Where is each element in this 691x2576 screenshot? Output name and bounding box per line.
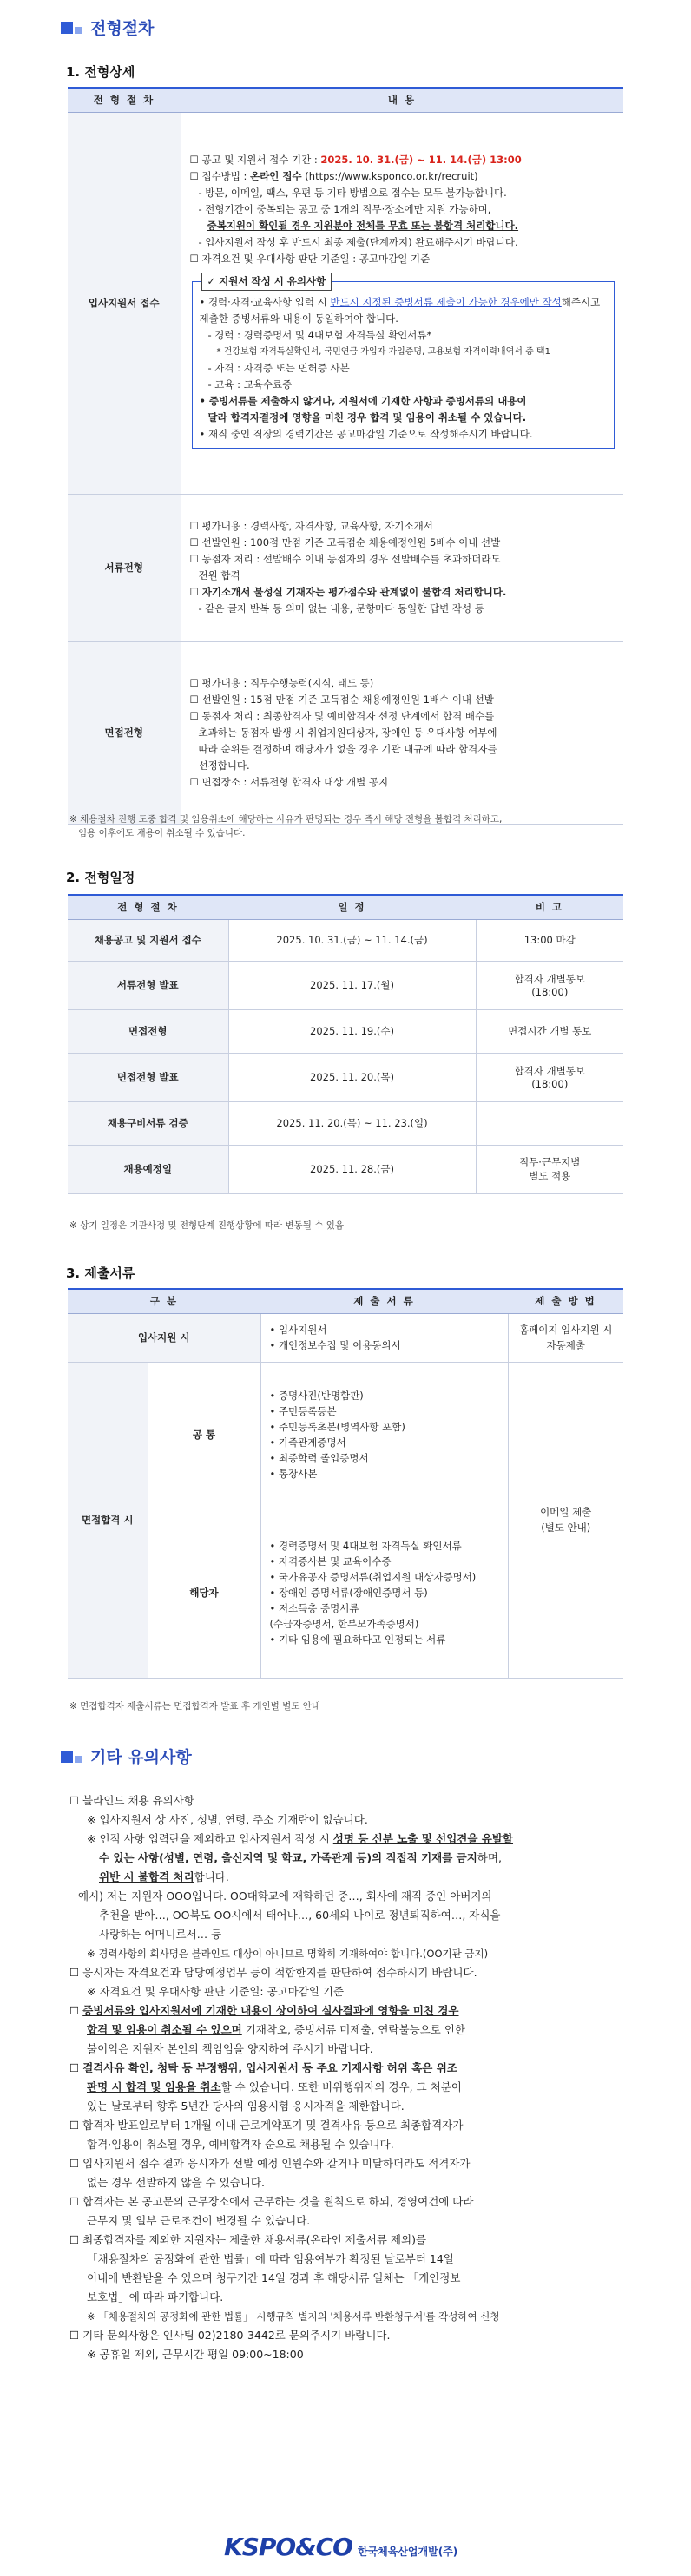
heading-square-icon: [61, 22, 73, 34]
logo-corp-name: 한국체육산업개발(주): [357, 2546, 458, 2558]
footnote-cancel: ※ 채용절차 진행 도중 합격 및 임용취소에 해당하는 사유가 판명되는 경우 즉시 해당 전형을 불합격 처리하고, 임용 이후에도 채용이 취소될 수 있습니다.: [69, 814, 503, 838]
heading-square-icon: [61, 1751, 73, 1763]
table-header: 전 형 절 차: [68, 88, 181, 112]
procedure-details-table: [68, 87, 623, 825]
table-row: 면접전형 발표 2025. 11. 20.(목) 합격자 개별통보 (18:00): [68, 1053, 623, 1101]
table-header: 구 분: [68, 1289, 260, 1313]
table-row: 서류전형 발표 2025. 11. 17.(월) 합격자 개별통보 (18:00): [68, 961, 623, 1009]
section-title: 기타 유의사항: [90, 1748, 192, 1767]
row-label-interview: 면접전형: [68, 641, 181, 824]
row-label-application: 입사지원서 접수: [68, 112, 181, 494]
heading-square-small-icon: [75, 27, 82, 34]
schedule-table: [68, 894, 623, 1194]
table-header: 일 정: [228, 895, 476, 919]
table-header: 제 출 서 류: [260, 1289, 508, 1313]
table-row: 입사지원 시 • 입사지원서 • 개인정보수집 및 이용동의서 홈페이지 입사지원 시 자동제출: [68, 1313, 623, 1362]
table-row: 해당자 • 경력증명서 및 4대보험 자격득실 확인서류 • 자격증사본 및 교육이수증 • 국가유공자 증명서류(취업지원 대상자증명서) • 장애인 증명서류(장애인증명서 등) • 저소득층 증명서류 (수급자증명서, 한부모가족증명서) • 기타 임용에 필요하다고 인정되는 서류: [68, 1508, 623, 1678]
logo-wordmark: KSPO&CO: [224, 2533, 352, 2561]
table-row: 채용공고 및 지원서 접수 2025. 10. 31.(금) ~ 11. 14.(금) 13:00 마감: [68, 919, 623, 961]
document-screening-content: ☐ 평가내용 : 경력사항, 자격사항, 교육사항, 자기소개서 ☐ 선발인원 : 100점 만점 기준 고득점순 채용예정인원 5배수 이내 선발 ☐ 동점자 처리 : 선발배수 이내 동점자의 경우 선발배수를 초과하더라도 전원 합격 ☐ 자기소개서 불성실 기재자는 평가점수와 관계없이 불합격 처리합니다. - 같은 글자 반복 등 의미 없는 내용, 문항마다 동일한 답변 작성 등: [181, 494, 623, 641]
footnote-schedule: ※ 상기 일정은 기관사정 및 전형단계 진행상황에 따라 변동될 수 있음: [69, 1220, 345, 1231]
subsection-title-details: 1. 전형상세: [66, 64, 135, 80]
table-header: 비 고: [476, 895, 623, 919]
other-notices: ☐ 블라인드 채용 유의사항 ※ 입사지원서 상 사진, 성별, 연령, 주소 기재란이 없습니다. ※ 인적 사항 입력란을 제외하고 입사지원서 작성 시 성명 등 신분 노출 및 선입견을 유발할 수 있는 사항(성별, 연령, 출신지역 및 학교, 가족관계 등)의 직접적 기재를 금지하며, 위반 시 불합격 처리합니다. 예시) 저는 지원자 OOO입니다. OO대학교에 재학하던 중…, 회사에 재직 중인 아버지의 추천을 받아…, OO북도 OO시에서 태어나…, 60세의 나이로 정년퇴직하여…, 자식을 사랑하는 어머니로서… 등 ※ 경력사항의 회사명은 블라인드 대상이 아니므로 명확히 기재하여야 합니다.(OO기관 금지) ☐ 응시자는 자격요건과 담당예정업무 등이 적합한지를 판단하여 접수하시기 바랍니다. ※ 자격요건 및 우대사항 판단 기준일: 공고마감일 기준 ☐ 증빙서류와 입사지원서에 기재한 내용이 상이하여 실사결과에 영향을 미친 경우 합격 및 임용이 취소될 수 있으며 기재착오, 증빙서류 미제출, 연락불능으로 인한 불이익은 지원자 본인의 책임임을 양지하여 주시기 바랍니다. ☐ 결격사유 확인, 청탁 등 부정행위, 입사지원서 등 주요 기재사항 허위 혹은 위조 판명 시 합격 및 임용을 취소할 수 있습니다. 또한 비위행위자의 경우, 그 처분이 있는 날로부터 향후 5년간 당사의 임용시험 응시자격을 제한합니다. ☐ 합격자 발표일로부터 1개월 이내 근로계약포기 및 결격사유 등으로 최종합격자가 합격·임용이 취소될 경우, 예비합격자 순으로 채용될 수 있습니다. ☐ 입사지원서 접수 결과 응시자가 선발 예정 인원수와 같거나 미달하더라도 적격자가 없는 경우 선발하지 않을 수 있습니다. ☐ 합격자는 본 공고문의 근무장소에서 근무하는 것을 원칙으로 하되, 경영여건에 따라 근무지 및 일부 근로조건이 변경될 수 있습니다. ☐ 최종합격자를 제외한 지원자는 제출한 채용서류(온라인 제출서류 제외)를 「채용절차의 공정화에 관한 법률」에 따라 임용여부가 확정된 날로부터 14일 이내에 반환받을 수 있으며 청구기간 14일 경과 후 해당서류 일체는 「개인정보 보호법」에 따라 파기합니다. ※ 「채용절차의 공정화에 관한 법률」 시행규칙 별지의 '채용서류 반환청구서'를 작성하여 신청 ☐ 기타 문의사항은 인사팀 02)2180-3442로 문의주시기 바랍니다. ※ 공휴일 제외, 근무시간 평일 09:00~18:00: [69, 1794, 514, 2361]
footnote-documents: ※ 면접합격자 제출서류는 면접합격자 발표 후 개인별 별도 안내: [69, 1701, 321, 1712]
table-header: 내 용: [181, 88, 623, 112]
subsection-title-schedule: 2. 전형일정: [66, 870, 135, 885]
table-row: 면접합격 시 공 통 • 증명사진(반명함판) • 주민등록등본 • 주민등록초본(병역사항 포함) • 가족관계증명서 • 최종학력 졸업증명서 • 통장사본 이메일 제출 (별도 안내): [68, 1362, 623, 1508]
table-header: 전 형 절 차: [68, 895, 228, 919]
table-row: 채용구비서류 검증 2025. 11. 20.(목) ~ 11. 23.(일): [68, 1101, 623, 1145]
table-header: 제 출 방 법: [508, 1289, 623, 1313]
section-heading-notice: [61, 1745, 192, 1768]
heading-square-small-icon: [75, 1756, 82, 1763]
table-row: 면접전형 2025. 11. 19.(수) 면접시간 개별 통보: [68, 1009, 623, 1053]
section-title: 전형절차: [90, 19, 155, 38]
table-row: 채용예정일 2025. 11. 28.(금) 직무·근무지별 별도 적용: [68, 1145, 623, 1193]
documents-table: [68, 1288, 623, 1679]
application-content: ☐ 공고 및 지원서 접수 기간 : 2025. 10. 31.(금) ~ 11. 14.(금) 13:00 ☐ 접수방법 : 온라인 접수 (https://www.ksponco.or.kr/recruit) - 방문, 이메일, 팩스, 우편 등 기타 방법으로 접수는 모두 불가능합니다. - 전형기간이 중복되는 공고 중 1개의 직무·장소에만 지원 가능하며, 중복지원이 확인될 경우 지원분야 전체를 무효 또는 불합격 처리합니다. - 입사지원서 작성 후 반드시 최종 제출(단계까지) 완료해주시기 바랍니다. ☐ 자격요건 및 우대사항 판단 기준일 : 공고마감일 기준 ✓ 지원서 작성 시 유의사항 • 경력·자격·교육사항 입력 시 반드시 지정된 증빙서류 제출이 가능한 경우에만 작성해주시고 제출한 증빙서류와 내용이 동일하여야 합니다. - 경력 : 경력증명서 및 4대보험 자격득실 확인서류* * 건강보험 자격득실확인서, 국민연금 가입자 가입증명, 고용보험 자격이력내역서 중 택1 - 자격 : 자격증 또는 면허증 사본 - 교육 : 교육수료증 • 증빙서류를 제출하지 않거나, 지원서에 기재한 사항과 증빙서류의 내용이 달라 합격자결정에 영향을 미친 경우 합격 및 임용이 취소될 수 있습니다. • 재직 중인 직장의 경력기간은 공고마감일 기준으로 작성해주시기 바랍니다.: [181, 112, 623, 494]
row-label-document: 서류전형: [68, 494, 181, 641]
interview-content: ☐ 평가내용 : 직무수행능력(지식, 태도 등) ☐ 선발인원 : 15점 만점 기준 고득점순 채용예정인원 1배수 이내 선발 ☐ 동점자 처리 : 최종합격자 및 예비합격자 선정 단계에서 합격 배수를 초과하는 동점자 발생 시 취업지원대상자, 장애인 등 우대사항 여부에 따라 순위를 결정하며 해당자가 없을 경우 기관 내규에 따라 합격자를 선정합니다. ☐ 면접장소 : 서류전형 합격자 대상 개별 공지: [181, 641, 623, 824]
notice-box-title: ✓ 지원서 작성 시 유의사항: [201, 273, 332, 291]
section-heading-procedure: [61, 16, 154, 39]
kspo-logo: [224, 2533, 457, 2561]
application-notice-box: ✓ 지원서 작성 시 유의사항 • 경력·자격·교육사항 입력 시 반드시 지정된 증빙서류 제출이 가능한 경우에만 작성해주시고 제출한 증빙서류와 내용이 동일하여야 합니다. - 경력 : 경력증명서 및 4대보험 자격득실 확인서류* * 건강보험 자격득실확인서, 국민연금 가입자 가입증명, 고용보험 자격이력내역서 중 택1 - 자격 : 자격증 또는 면허증 사본 - 교육 : 교육수료증 • 증빙서류를 제출하지 않거나, 지원서에 기재한 사항과 증빙서류의 내용이 달라 합격자결정에 영향을 미친 경우 합격 및 임용이 취소될 수 있습니다. • 재직 중인 직장의 경력기간은 공고마감일 기준으로 작성해주시기 바랍니다.: [192, 281, 615, 449]
subsection-title-documents: 3. 제출서류: [66, 1265, 135, 1281]
